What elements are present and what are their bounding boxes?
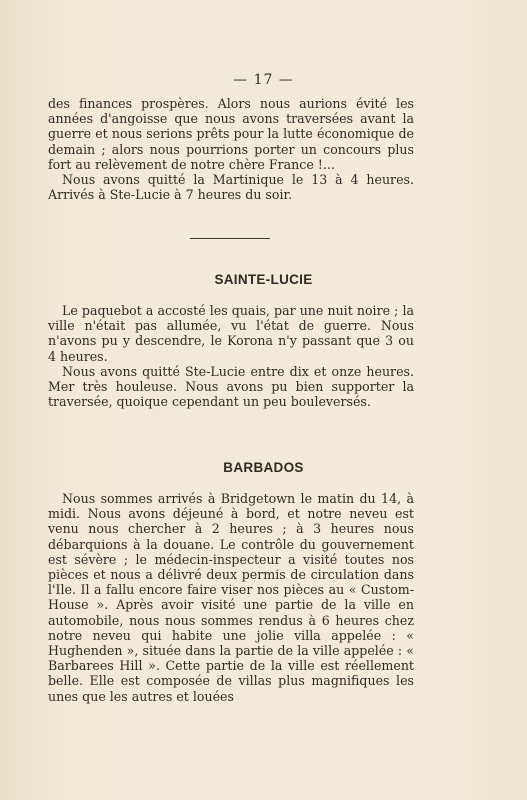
barbados-text	[48, 491, 414, 704]
intro-paragraph-2: Nous avons quitté la Martinique le 13 à 4 heures. Arrivés à Ste-Lucie à 7 heures du soir.	[48, 172, 414, 203]
section-divider	[190, 238, 270, 239]
sainte-lucie-text	[48, 303, 414, 409]
page-number: — 17 —	[233, 72, 294, 88]
intro-text	[48, 96, 414, 202]
sainte-lucie-paragraph-2: Nous avons quitté Ste-Lucie entre dix et onze heures. Mer très houleuse. Nous avons pu bien supporter la traversée, quoique cependant un peu bouleversés.	[48, 363, 414, 410]
heading-sainte-lucie: SAINTE-LUCIE	[214, 272, 313, 287]
sainte-lucie-paragraph-1: Le paquebot a accosté les quais, par une nuit noire ; la ville n'était pas allumée, vu l'état de guerre. Nous n'avons pu y descendre, le Korona n'y passant que 3 ou 4 heures.	[48, 303, 414, 364]
heading-barbados: BARBADOS	[223, 460, 304, 475]
barbados-paragraph-1: Nous sommes arrivés à Bridgetown le matin du 14, à midi. Nous avons déjeuné à bord, et notre neveu est venu nous chercher à 2 heures ; à 3 heures nous débarquions à la douane. Le contrôle du gouvernement est sévère ; le médecin-inspecteur a visité toutes nos pièces et nous a délivré deux permis de circulation dans l'Ile. Il a fallu encore faire viser nos pièces au « Custom-House ». Après avoir visité une partie de la ville en automobile, nous nous sommes rendus à 6 heures chez notre neveu qui habite une jolie villa appelée : « Hughenden », située dans la partie de la ville appelée : « Barbarees Hill ». Cette partie de la ville est réellement belle. Elle est composée de villas plus magnifiques les unes que les autres et louées	[48, 491, 414, 704]
intro-paragraph-1: des finances prospères. Alors nous aurions évité les années d'angoisse que nous avons traversées avant la guerre et nous serions prêts pour la lutte économique de demain ; alors nous pourrions porter un concours plus fort au relèvement de notre chère France !...	[48, 96, 414, 172]
